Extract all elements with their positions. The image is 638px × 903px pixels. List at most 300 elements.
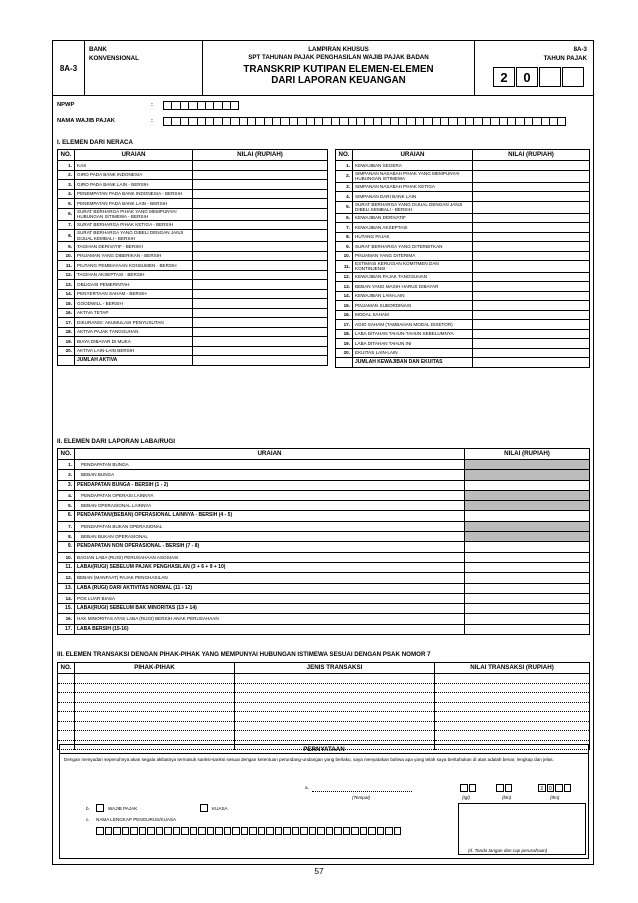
char-box[interactable] — [482, 117, 490, 126]
value-field[interactable] — [465, 480, 590, 490]
char-box[interactable] — [213, 117, 221, 126]
char-box[interactable] — [423, 117, 431, 126]
value-field[interactable] — [473, 348, 590, 358]
char-box[interactable] — [283, 827, 291, 835]
char-box[interactable] — [230, 117, 238, 126]
char-box[interactable] — [373, 117, 381, 126]
date-box[interactable] — [555, 784, 563, 792]
row-label: BEBAN OPERASIONAL LAINNYA — [75, 501, 465, 511]
value-field[interactable] — [465, 562, 590, 572]
table-row — [58, 604, 590, 614]
total-value-field[interactable] — [193, 356, 328, 366]
table-row — [58, 470, 590, 480]
char-box[interactable] — [122, 827, 130, 835]
row-number: 7. — [336, 223, 353, 233]
value-field[interactable] — [473, 301, 590, 311]
row-label: PENYERTAAN SAHAM - BERSIH — [75, 289, 193, 299]
col-uraian: URAIAN — [75, 449, 465, 460]
total-row — [336, 358, 590, 368]
row-label: OBLIGASI PEMERINTAH — [75, 280, 193, 290]
table-row — [58, 501, 590, 511]
value-field[interactable] — [473, 192, 590, 202]
value-field[interactable] — [473, 170, 590, 182]
value-field[interactable] — [193, 299, 328, 309]
tax-year-input[interactable] — [493, 67, 585, 87]
table-row — [58, 562, 590, 572]
place-field[interactable] — [312, 791, 412, 792]
table-row — [336, 320, 590, 330]
char-box[interactable] — [130, 827, 138, 835]
place-caption: (Tempat) — [352, 795, 371, 800]
col-no: NO. — [336, 150, 353, 161]
table-row — [58, 261, 328, 271]
char-box[interactable] — [164, 827, 172, 835]
char-box[interactable] — [549, 117, 557, 126]
row-number: 11. — [336, 261, 353, 273]
row-label: KEWAJIBAN DERIVATIF — [353, 213, 473, 223]
title-line4: DARI LAPORAN KEUANGAN — [271, 75, 406, 86]
form-header — [53, 41, 593, 96]
row-label: PENDAPATAN BUNGA — [75, 460, 465, 470]
row-number: 1. — [336, 161, 353, 171]
entry-field[interactable] — [235, 683, 435, 693]
char-box[interactable] — [207, 827, 215, 835]
row-number: 15. — [336, 301, 353, 311]
date-box[interactable] — [564, 784, 572, 792]
value-field[interactable] — [465, 573, 590, 583]
char-box[interactable] — [368, 827, 376, 835]
page-number: 57 — [314, 866, 324, 876]
char-box[interactable] — [96, 827, 104, 835]
entry-field[interactable] — [235, 712, 435, 722]
title-line2: SPT TAHUNAN PAJAK PENGHASILAN WAJIB PAJAK BADAN — [248, 54, 429, 61]
value-field[interactable] — [193, 189, 328, 199]
char-box[interactable] — [197, 101, 205, 110]
char-box[interactable] — [280, 117, 288, 126]
entry-field[interactable] — [75, 693, 235, 703]
value-field[interactable] — [465, 614, 590, 624]
row-label: PENEMPATAN PADA BANK LAIN - BERSIH — [75, 199, 193, 209]
date-box[interactable]: 2 — [538, 784, 546, 792]
date-box[interactable] — [460, 784, 468, 792]
row-label: HUTANG PAJAK — [353, 232, 473, 242]
char-box[interactable] — [113, 827, 121, 835]
char-box[interactable] — [524, 117, 532, 126]
table-row — [58, 532, 590, 542]
row-number: 10. — [58, 251, 75, 261]
char-box[interactable] — [249, 827, 257, 835]
char-box[interactable] — [541, 117, 549, 126]
wajib-pajak-checkbox[interactable] — [96, 804, 104, 812]
value-field[interactable] — [473, 310, 590, 320]
char-box[interactable] — [289, 117, 297, 126]
row-number: 3. — [58, 480, 75, 490]
char-box[interactable] — [390, 117, 398, 126]
char-box[interactable] — [317, 827, 325, 835]
char-box[interactable] — [258, 827, 266, 835]
table-row — [58, 337, 328, 347]
row-label: KEWAJIBAN AKSEPTASI — [353, 223, 473, 233]
row-number: 18. — [336, 329, 353, 339]
value-field[interactable] — [193, 242, 328, 252]
table-row — [336, 301, 590, 311]
char-box[interactable] — [364, 117, 372, 126]
row-label: PENDAPATAN/(BEBAN) OPERASIONAL LAINNYA - BERSIH (4 - 5) — [75, 511, 465, 521]
entry-field[interactable] — [235, 721, 435, 731]
value-field[interactable] — [193, 280, 328, 290]
row-label: LABA DITAHAN TAHUN INI — [353, 339, 473, 349]
char-box[interactable] — [515, 117, 523, 126]
char-box[interactable] — [398, 117, 406, 126]
value-field[interactable] — [473, 201, 590, 213]
value-field[interactable] — [193, 208, 328, 220]
entry-field[interactable] — [75, 712, 235, 722]
value-field — [465, 501, 590, 511]
entry-field[interactable] — [235, 702, 435, 712]
row-label: PIUTANG PEMBIAYAAN KONSUMEN - BERSIH — [75, 261, 193, 271]
value-field[interactable] — [193, 161, 328, 171]
row-number: 8. — [58, 230, 75, 242]
char-box[interactable] — [188, 117, 196, 126]
char-box[interactable] — [190, 827, 198, 835]
kuasa-checkbox[interactable] — [200, 804, 208, 812]
char-box[interactable] — [105, 827, 113, 835]
char-box[interactable] — [213, 101, 221, 110]
value-field[interactable] — [473, 251, 590, 261]
value-field[interactable] — [473, 232, 590, 242]
char-box[interactable] — [339, 117, 347, 126]
total-value-field[interactable] — [473, 358, 590, 368]
char-box[interactable] — [275, 827, 283, 835]
col-nilai: NILAI TRANSAKSI (RUPIAH) — [435, 663, 590, 674]
row-number: 4. — [58, 490, 75, 500]
char-box[interactable] — [215, 827, 223, 835]
char-box[interactable] — [255, 117, 263, 126]
table-row — [58, 511, 590, 521]
row-number: 18. — [58, 327, 75, 337]
taxpayer-name-boxes[interactable] — [163, 117, 583, 126]
char-box[interactable] — [181, 827, 189, 835]
char-box[interactable] — [241, 827, 249, 835]
value-field[interactable] — [473, 242, 590, 252]
entry-field[interactable] — [435, 683, 590, 693]
row-number: 17. — [58, 624, 75, 634]
value-field[interactable] — [193, 199, 328, 209]
value-field[interactable] — [465, 511, 590, 521]
value-field[interactable] — [193, 337, 328, 347]
entry-field[interactable] — [75, 702, 235, 712]
row-label: SURAT BERHARGA PIHAK KETIGA - BERSIH — [75, 220, 193, 230]
row-label: LABA DITAHAN TAHUN-TAHUN SEBELUMNYA — [353, 329, 473, 339]
row-number: 13. — [58, 280, 75, 290]
char-box[interactable] — [205, 117, 213, 126]
char-box[interactable] — [499, 117, 507, 126]
value-field[interactable] — [193, 318, 328, 328]
entry-field[interactable] — [75, 674, 235, 684]
char-box[interactable] — [360, 827, 368, 835]
char-box[interactable] — [266, 827, 274, 835]
row-label: PENDAPATAN BUNGA - BERSIH (1 - 2) — [75, 480, 465, 490]
table-row — [58, 674, 590, 684]
row-label: LABA/(RUGI) SEBELUM BAK MINORITAS (13 + 14) — [75, 604, 465, 614]
value-field[interactable] — [473, 213, 590, 223]
char-box[interactable] — [331, 117, 339, 126]
value-field[interactable] — [473, 282, 590, 292]
col-pihak: PIHAK-PIHAK — [75, 663, 235, 674]
row-number: 11. — [58, 562, 75, 572]
row-number: 1. — [58, 161, 75, 171]
char-box[interactable] — [448, 117, 456, 126]
row-number: 3. — [58, 180, 75, 190]
date-box[interactable] — [496, 784, 504, 792]
table-row — [58, 460, 590, 470]
char-box[interactable] — [232, 827, 240, 835]
year-digit[interactable] — [539, 67, 561, 87]
char-box[interactable] — [351, 827, 359, 835]
char-box[interactable] — [343, 827, 351, 835]
entry-field[interactable] — [435, 674, 590, 684]
char-box[interactable] — [180, 101, 188, 110]
char-box[interactable] — [322, 117, 330, 126]
char-box[interactable] — [272, 117, 280, 126]
row-label: AGIO SAHAM (TAMBAHAN MODAL DISETOR) — [353, 320, 473, 330]
char-box[interactable] — [139, 827, 147, 835]
row-label: PINJAMAN YANG DITERIMA — [353, 251, 473, 261]
char-box[interactable] — [156, 827, 164, 835]
char-box[interactable] — [532, 117, 540, 126]
char-box[interactable] — [348, 117, 356, 126]
char-box[interactable] — [306, 117, 314, 126]
entry-field[interactable] — [435, 693, 590, 703]
char-box[interactable] — [188, 101, 196, 110]
table-row — [58, 327, 328, 337]
entry-field[interactable] — [75, 683, 235, 693]
value-field[interactable] — [193, 180, 328, 190]
table-row — [336, 251, 590, 261]
value-field[interactable] — [193, 327, 328, 337]
char-box[interactable] — [264, 117, 272, 126]
row-label: SURAT BERHARGA YANG DIBELI DENGAN JANJI DIJUAL KEMBALI - BERSIH — [75, 230, 193, 242]
date-box[interactable] — [505, 784, 513, 792]
char-box[interactable] — [297, 117, 305, 126]
char-box[interactable] — [490, 117, 498, 126]
value-field[interactable] — [193, 346, 328, 356]
char-box[interactable] — [381, 117, 389, 126]
char-box[interactable] — [394, 827, 402, 835]
row-label: DIKURANGI: AKUMULASI PENYUSUTAN — [75, 318, 193, 328]
row-number: 7. — [58, 220, 75, 230]
char-box[interactable] — [440, 117, 448, 126]
char-box[interactable] — [180, 117, 188, 126]
char-box[interactable] — [230, 101, 238, 110]
row-number: 6. — [58, 208, 75, 220]
value-field[interactable] — [465, 624, 590, 634]
value-field[interactable] — [465, 552, 590, 562]
entry-field[interactable] — [435, 721, 590, 731]
value-field[interactable] — [465, 604, 590, 614]
char-box[interactable] — [147, 827, 155, 835]
year-digit[interactable] — [562, 67, 584, 87]
value-field[interactable] — [473, 261, 590, 273]
year-digit: 2 — [493, 67, 515, 87]
value-field[interactable] — [473, 291, 590, 301]
value-field[interactable] — [193, 289, 328, 299]
row-number: 15. — [58, 299, 75, 309]
total-label: JUMLAH KEWAJIBAN DAN EKUITAS — [353, 358, 473, 368]
row-label: HAK MINORITAS ATAS LABA (RUGI) BERSIH ANAK PERUSAHAAN — [75, 614, 465, 624]
row-number: 5. — [58, 501, 75, 511]
table-row — [336, 161, 590, 171]
char-box[interactable] — [432, 117, 440, 126]
section-transaksi-title: III. ELEMEN TRANSAKSI DENGAN PIHAK-PIHAK YANG MEMPUNYAI HUBUNGAN ISTIMEWA SESUAI DENGAN PSAK NOMOR 7 — [57, 651, 431, 658]
value-field[interactable] — [465, 593, 590, 603]
table-row — [336, 272, 590, 282]
value-field[interactable] — [473, 329, 590, 339]
entry-field[interactable] — [435, 731, 590, 741]
row-number: 11. — [58, 261, 75, 271]
char-box[interactable] — [247, 117, 255, 126]
char-box[interactable] — [557, 117, 565, 126]
char-box[interactable] — [292, 827, 300, 835]
char-box[interactable] — [222, 101, 230, 110]
row-label: SIMPANAN NASABAH PIHAK YANG MEMPUNYAI HUBUNGAN ISTIMEWA — [353, 170, 473, 182]
value-field[interactable] — [465, 583, 590, 593]
value-field[interactable] — [473, 320, 590, 330]
char-box[interactable] — [356, 117, 364, 126]
char-box[interactable] — [377, 827, 385, 835]
char-box[interactable] — [314, 117, 322, 126]
npwp-boxes[interactable] — [163, 101, 239, 110]
statement-block — [59, 744, 589, 859]
row-number: 12. — [58, 573, 75, 583]
char-box[interactable] — [507, 117, 515, 126]
row-label: KEWAJIBAN LAIN-LAIN — [353, 291, 473, 301]
char-box[interactable] — [173, 827, 181, 835]
row-number — [58, 731, 75, 741]
statement-text: Dengan menyadari sepenuhnya akan segala akibatnya termasuk sanksi-sanksi sesuai dengan ketentuan perundang-undangan yang berlaku, saya menyatakan bahwa apa yang telah saya beritahukan di atas adalah benar, lengkap dan jelas. — [64, 757, 554, 762]
char-box[interactable] — [205, 101, 213, 110]
table-row — [58, 346, 328, 356]
row-label: BIAYA DIBAYAR DI MUKA — [75, 337, 193, 347]
char-box[interactable] — [163, 101, 171, 110]
table-row — [58, 614, 590, 624]
row-label: BEBAN BUKAN OPERASIONAL — [75, 532, 465, 542]
entry-field[interactable] — [235, 693, 435, 703]
entry-field[interactable] — [75, 721, 235, 731]
char-box[interactable] — [415, 117, 423, 126]
col-no: NO. — [58, 663, 75, 674]
row-label: SIMPANAN DARI BANK LAIN — [353, 192, 473, 202]
table-row — [58, 624, 590, 634]
table-row — [336, 310, 590, 320]
char-box[interactable] — [222, 117, 230, 126]
value-field[interactable] — [473, 182, 590, 192]
row-number: 5. — [58, 199, 75, 209]
entry-field[interactable] — [235, 674, 435, 684]
char-box[interactable] — [171, 101, 179, 110]
char-box[interactable] — [224, 827, 232, 835]
row-number: 3. — [336, 182, 353, 192]
row-label: BEBAN YANG MASIH HARUS DIBAYAR — [353, 282, 473, 292]
row-number: 17. — [336, 320, 353, 330]
title-line1: LAMPIRAN KHUSUS — [308, 46, 369, 53]
char-box[interactable] — [197, 117, 205, 126]
row-number: 12. — [336, 272, 353, 282]
row-label: LABA (RUGI) DARI AKTIVITAS NORMAL (11 - 12) — [75, 583, 465, 593]
value-field[interactable] — [473, 161, 590, 171]
col-uraian: URAIAN — [75, 150, 193, 161]
char-box[interactable] — [198, 827, 206, 835]
row-label: KEWAJIBAN PAJAK TANGGUHAN — [353, 272, 473, 282]
bank-type — [85, 41, 203, 95]
char-box[interactable] — [309, 827, 317, 835]
row-number: 13. — [58, 583, 75, 593]
char-box[interactable] — [163, 117, 171, 126]
char-box[interactable] — [300, 827, 308, 835]
value-field[interactable] — [193, 270, 328, 280]
value-field[interactable] — [193, 251, 328, 261]
char-box[interactable] — [171, 117, 179, 126]
entry-field[interactable] — [435, 712, 590, 722]
date-box[interactable] — [469, 784, 477, 792]
char-box[interactable] — [473, 117, 481, 126]
char-box[interactable] — [406, 117, 414, 126]
value-field[interactable] — [193, 230, 328, 242]
value-field[interactable] — [473, 223, 590, 233]
row-label: SURAT BERHARGA PIHAK YANG MEMPUNYAI HUBUNGAN ISTIMEWA - BERSIH — [75, 208, 193, 220]
table-row — [58, 242, 328, 252]
table-row — [58, 593, 590, 603]
table-row — [58, 299, 328, 309]
table-row — [58, 251, 328, 261]
row-label: AKTIVA LAIN-LAIN BERSIH — [75, 346, 193, 356]
value-field[interactable] — [473, 339, 590, 349]
entry-field[interactable] — [435, 702, 590, 712]
value-field — [465, 490, 590, 500]
row-number — [58, 712, 75, 722]
char-box[interactable] — [385, 827, 393, 835]
value-field[interactable] — [193, 308, 328, 318]
entry-field[interactable] — [235, 731, 435, 741]
item-a-label: a. — [305, 785, 309, 790]
table-row — [58, 220, 328, 230]
row-number: 14. — [58, 289, 75, 299]
value-field[interactable] — [193, 220, 328, 230]
value-field[interactable] — [465, 542, 590, 552]
value-field[interactable] — [193, 170, 328, 180]
char-box[interactable] — [334, 827, 342, 835]
char-box[interactable] — [457, 117, 465, 126]
value-field — [465, 460, 590, 470]
char-box[interactable] — [326, 827, 334, 835]
table-row — [58, 170, 328, 180]
row-label: PENDAPATAN OPERASI LAINNYA — [75, 490, 465, 500]
row-label: LABA/(RUGI) SEBELUM PAJAK PENGHASILAN (3 + 6 + 9 + 10) — [75, 562, 465, 572]
value-field[interactable] — [473, 272, 590, 282]
section-labarugi-title: II. ELEMEN DARI LAPORAN LABA/RUGI — [57, 438, 175, 445]
date-box[interactable]: 0 — [547, 784, 555, 792]
form-code-right: 8A-3 — [573, 46, 587, 53]
value-field[interactable] — [193, 261, 328, 271]
char-box[interactable] — [239, 117, 247, 126]
row-number — [58, 702, 75, 712]
colon: : — [151, 102, 153, 108]
entry-field[interactable] — [75, 731, 235, 741]
char-box[interactable] — [465, 117, 473, 126]
row-number: 15. — [58, 604, 75, 614]
row-number: 16. — [58, 308, 75, 318]
row-number: 2. — [336, 170, 353, 182]
